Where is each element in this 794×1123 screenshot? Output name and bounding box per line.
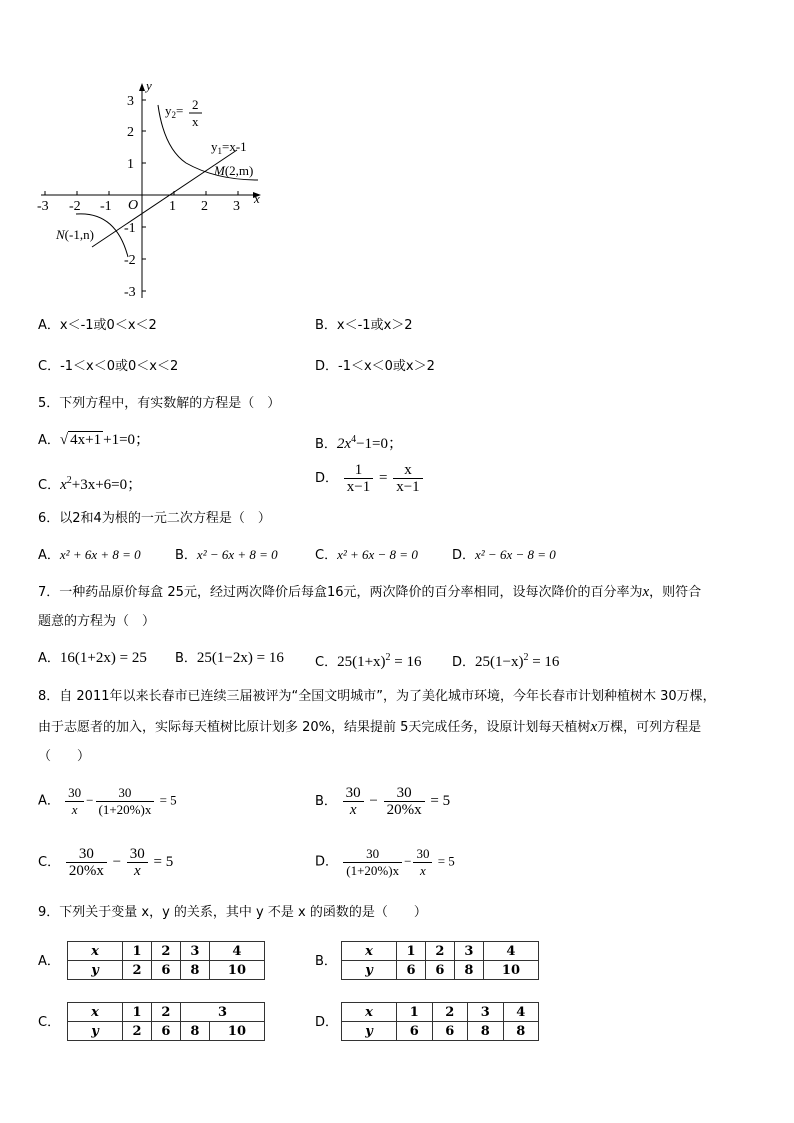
q8-option-a[interactable]: A． $\frac{30}{x}$ − $\frac{30}{(1+20\%)x}$ = 5 [38, 785, 177, 817]
y-tick-label: -2 [124, 253, 136, 268]
x-tick-label: 2 [201, 199, 208, 214]
q9-option-b-label[interactable]: B． [315, 954, 337, 969]
q6-option-c[interactable]: C．x² + 6x − 8 = 0 [315, 547, 418, 563]
q7-stem-line1: 7．一种药品原价每盒 25元，经过两次降价后每盒16元，两次降价的百分率相同，设每次降价的百分率为x，则符合 [38, 584, 702, 600]
q7-option-a[interactable]: A．16(1+2x) = 25 [38, 650, 147, 666]
point-m-label: M(2,m) [214, 163, 254, 178]
q9-stem: 9．下列关于变量 x，y 的关系，其中 y 不是 x 的函数的是（ ） [38, 905, 427, 920]
y1-label: $y_1=x-1$ [211, 139, 247, 156]
table-row-y: y 2 6 8 10 [68, 961, 265, 980]
y-tick-label: 2 [127, 125, 134, 140]
q5-option-b[interactable]: B．$2x^4-1=0$； [315, 434, 404, 452]
x-axis-label: x [254, 191, 260, 206]
x-tick-label: -1 [100, 199, 112, 214]
y-axis-arrow [139, 83, 145, 91]
q9-table-a [67, 941, 265, 980]
q4-option-c[interactable]: C．-1＜x＜0或0＜x＜2 [38, 359, 179, 374]
q8-option-b[interactable]: B． $\frac{30}{x}$ − $\frac{30}{20\%x}$ = 5 [315, 785, 451, 818]
q5-stem: 5．下列方程中，有实数解的方程是（ ） [38, 396, 281, 411]
table-row-y: y 6 6 8 8 [342, 1022, 539, 1041]
q8-stem-line3: （ ） [38, 749, 91, 764]
y2-label-num: 2 [192, 97, 199, 112]
table-row-y: y 2 6 8 10 [68, 1022, 265, 1041]
table-row-x: x 1 2 3 4 [342, 1003, 539, 1022]
x-tick-label: 3 [233, 199, 240, 214]
q5-option-d[interactable]: D． $\frac{1}{x-1}$ = $\frac{x}{x-1}$ [315, 462, 425, 495]
y-axis-label: y [146, 78, 152, 93]
q6-option-d[interactable]: D．x² − 6x − 8 = 0 [452, 547, 556, 563]
y2-label: $y_2=$ [165, 103, 184, 120]
y-tick-label: 1 [127, 157, 134, 172]
q9-option-d-label[interactable]: D． [315, 1015, 339, 1030]
q8-option-c[interactable]: C． $\frac{30}{20\%x}$ − $\frac{30}{x}$ = 5 [38, 846, 174, 879]
x-tick-label: -2 [69, 199, 81, 214]
function-graph [36, 78, 268, 303]
q4-option-b[interactable]: B．x＜-1或x＞2 [315, 318, 413, 333]
y-tick-label: 3 [127, 94, 134, 109]
q7-stem-line2: 题意的方程为（ ） [38, 614, 156, 629]
y2-label-den: x [192, 114, 199, 129]
q9-table-d [341, 1002, 539, 1041]
q5-option-a[interactable]: A．√ 4x+1 +1=0； [38, 432, 151, 448]
y-tick-label: -3 [124, 285, 136, 300]
y-tick-label: -1 [124, 221, 136, 236]
table-row-y: y 6 6 8 10 [342, 961, 539, 980]
q4-option-a[interactable]: A．x＜-1或0＜x＜2 [38, 318, 157, 333]
q5-option-c[interactable]: C．$x^2+3x+6=0$； [38, 475, 143, 493]
point-n-label: N(-1,n) [56, 227, 94, 242]
x-tick-label: -3 [37, 199, 49, 214]
q9-option-c-label[interactable]: C． [38, 1015, 61, 1030]
sqrt-sign: √ [59, 432, 69, 448]
q6-option-a[interactable]: A．x² + 6x + 8 = 0 [38, 547, 141, 563]
table-row-x: x 1 2 3 4 [342, 942, 539, 961]
table-row-x: x 1 2 3 4 [68, 942, 265, 961]
q7-option-d[interactable]: D．$25(1-x)^2 = 16$ [452, 652, 560, 670]
q9-option-a-label[interactable]: A． [38, 954, 60, 969]
q8-stem-line2: 由于志愿者的加入，实际每天植树比原计划多 20%，结果提前 5天完成任务，设原计划每天植树x万棵，可列方程是 [38, 719, 702, 735]
q9-table-b [341, 941, 539, 980]
q9-table-c [67, 1002, 265, 1041]
q7-option-c[interactable]: C．$25(1+x)^2 = 16$ [315, 652, 422, 670]
table-row-x: x 1 2 3 [68, 1003, 265, 1022]
q6-option-b[interactable]: B．x² − 6x + 8 = 0 [175, 547, 278, 563]
q6-stem: 6．以2和4为根的一元二次方程是（ ） [38, 511, 271, 526]
q8-option-d[interactable]: D． $\frac{30}{(1+20\%)x}$ − $\frac{30}{x}$ = 5 [315, 846, 455, 878]
q8-stem-line1: 8．自 2011年以来长春市已连续三届被评为“全国文明城市”，为了美化城市环境，今年长春市计划种植树木 30万棵， [38, 689, 716, 704]
q4-option-d[interactable]: D．-1＜x＜0或x＞2 [315, 359, 435, 374]
x-tick-label: 1 [169, 199, 176, 214]
q7-option-b[interactable]: B．25(1−2x) = 16 [175, 650, 284, 666]
origin-label: O [128, 198, 139, 213]
